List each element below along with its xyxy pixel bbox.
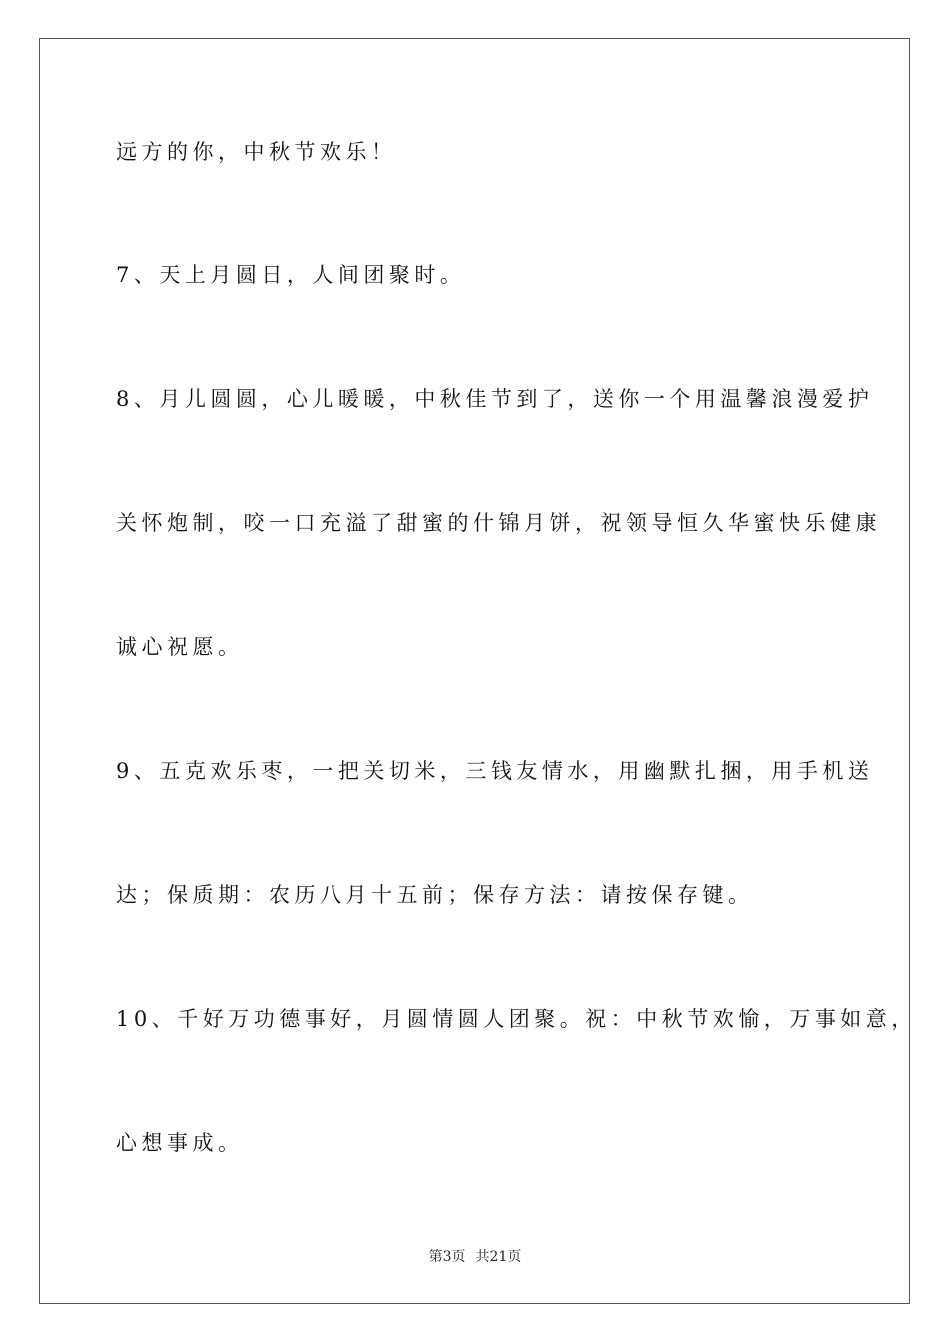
text-line: 10、千好万功德事好，月圆情圆人团聚。祝：中秋节欢愉，万事如意， (116, 1007, 917, 1031)
text-line: 诚心祝愿。 (116, 635, 244, 659)
page-total: 共21页 (475, 1249, 522, 1265)
text-line: 7、天上月圆日，人间团聚时。 (116, 263, 466, 287)
text-line: 9、五克欢乐枣，一把关切米，三钱友情水，用幽默扎捆，用手机送 (116, 759, 874, 783)
text-line: 心想事成。 (116, 1131, 244, 1155)
text-line: 达；保质期：农历八月十五前；保存方法：请按保存键。 (116, 883, 754, 907)
text-line: 关怀炮制，咬一口充溢了甜蜜的什锦月饼，祝领导恒久华蜜快乐健康 (116, 511, 881, 535)
text-line: 远方的你，中秋节欢乐！ (116, 140, 397, 164)
page-number: 第3页 (428, 1249, 466, 1265)
page-border (39, 38, 910, 1304)
text-line: 8、月儿圆圆，心儿暖暖，中秋佳节到了，送你一个用温馨浪漫爱护 (116, 387, 874, 411)
page-footer (0, 1247, 950, 1267)
